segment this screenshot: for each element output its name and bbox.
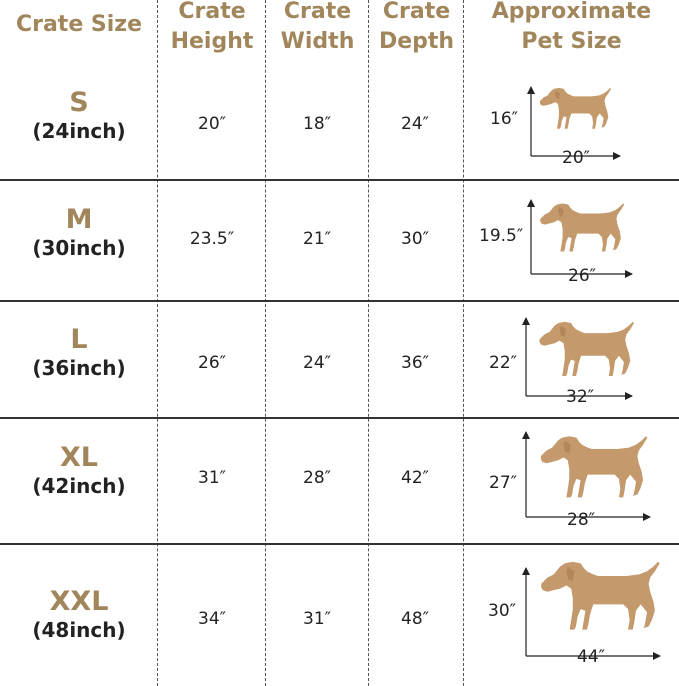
header-line: Crate	[178, 0, 246, 24]
crate-width-value: 21″	[303, 229, 331, 249]
size-inches: (24inch)	[32, 119, 126, 143]
size-label: L	[70, 324, 88, 355]
header-line: Width	[280, 29, 355, 54]
dog-silhouette-icon	[540, 88, 611, 129]
header-line: Height	[170, 29, 254, 54]
crate-height-value: 31″	[198, 468, 226, 488]
crate-height-value: 26″	[198, 353, 226, 373]
header-crate-size: Crate Size	[15, 12, 143, 37]
dog-silhouette-icon	[540, 203, 624, 251]
pet-length-value: 26″	[568, 266, 596, 286]
size-label: M	[65, 204, 93, 235]
pet-length-value: 32″	[566, 387, 594, 407]
crate-height-value: 34″	[198, 609, 226, 629]
crate-width-value: 31″	[303, 609, 331, 629]
dog-silhouette-icon	[541, 562, 660, 630]
pet-height-value: 22″	[489, 353, 517, 373]
pet-length-value: 28″	[567, 510, 595, 530]
size-inches: (48inch)	[32, 618, 126, 642]
crate-width-value: 24″	[303, 353, 331, 373]
size-label: S	[69, 87, 89, 118]
pet-height-value: 30″	[488, 601, 516, 621]
size-inches: (36inch)	[32, 356, 126, 380]
size-label: XXL	[49, 586, 109, 617]
header-line: Depth	[378, 29, 455, 54]
pet-height-value: 19.5″	[479, 226, 524, 246]
pet-length-value: 44″	[577, 647, 605, 667]
header-line: Crate	[283, 0, 352, 24]
crate-height-value: 23.5″	[189, 229, 235, 249]
crate-depth-value: 36″	[401, 353, 429, 373]
dog-silhouette-icon	[540, 322, 635, 376]
size-inches: (30inch)	[32, 236, 126, 260]
crate-width-value: 18″	[303, 114, 331, 134]
crate-height-value: 20″	[198, 114, 226, 134]
crate-depth-value: 48″	[401, 609, 429, 629]
header-line: Approximate	[491, 0, 652, 24]
size-label: XL	[59, 442, 99, 473]
header-line: Pet Size	[521, 29, 622, 54]
crate-depth-value: 30″	[401, 229, 429, 249]
size-inches: (42inch)	[32, 474, 126, 498]
crate-depth-value: 24″	[401, 114, 429, 134]
pet-height-value: 16″	[490, 109, 518, 129]
crate-width-value: 28″	[303, 468, 331, 488]
crate-depth-value: 42″	[401, 468, 429, 488]
header-line: Crate	[382, 0, 451, 24]
dog-silhouette-icon	[541, 436, 648, 497]
pet-length-value: 20″	[562, 148, 590, 168]
pet-height-value: 27″	[489, 473, 517, 493]
